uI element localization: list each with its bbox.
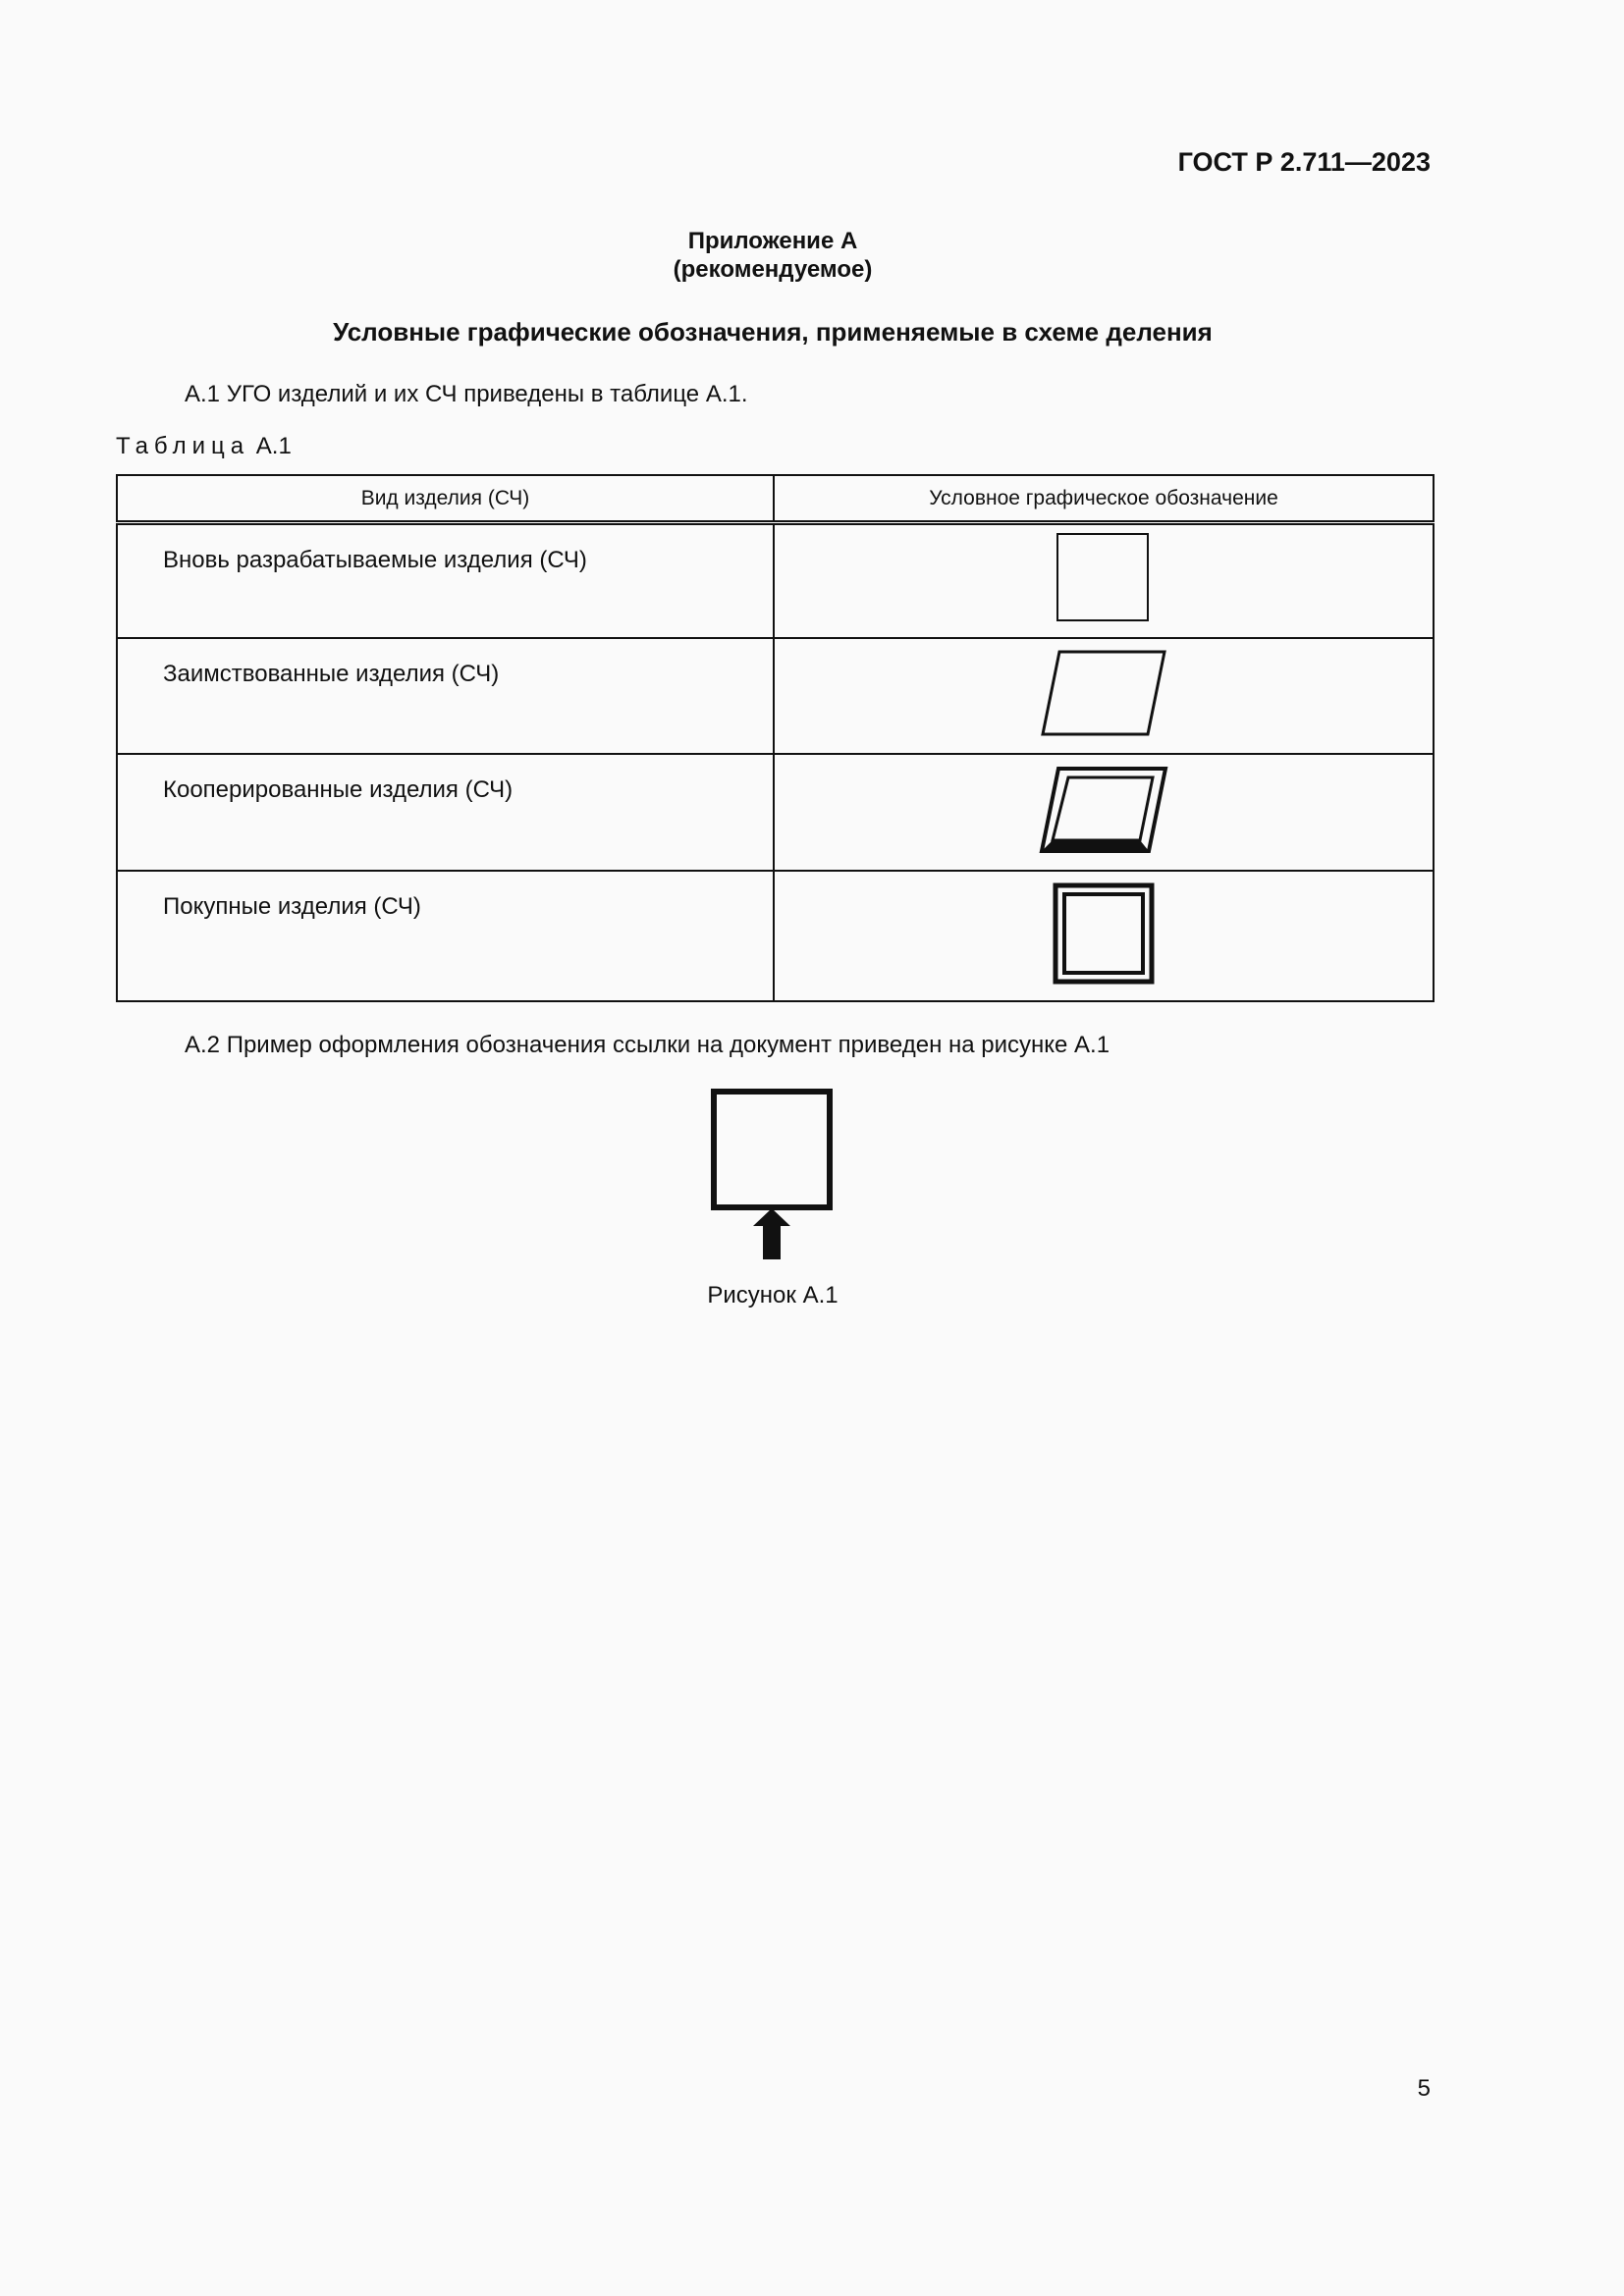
annex-kind: (рекомендуемое)	[673, 256, 873, 283]
document-reference-arrow-icon	[709, 1087, 837, 1263]
section-title: Условные графические обозначения, применяемые в схеме деления	[333, 317, 1213, 347]
table-header-product-type: Вид изделия (СЧ)	[117, 475, 774, 523]
table-header-symbol: Условное графическое обозначение	[774, 475, 1434, 523]
table-caption-number: А.1	[255, 433, 292, 459]
square-symbol-icon	[1055, 531, 1153, 625]
table-cell-symbol	[774, 523, 1434, 638]
figure-caption: Рисунок А.1	[707, 1282, 839, 1308]
table-cell-symbol	[774, 638, 1434, 754]
paragraph-a1: А.1 УГО изделий и их СЧ приведены в таблице А.1.	[185, 381, 748, 407]
symbols-table	[116, 474, 1435, 1002]
table-cell-label: Вновь разрабатываемые изделия (СЧ)	[117, 523, 774, 638]
paragraph-a2: А.2 Пример оформления обозначения ссылки на документ приведен на рисунке А.1	[185, 1032, 1110, 1058]
table-caption	[116, 433, 292, 460]
table-cell-label: Покупные изделия (СЧ)	[117, 871, 774, 1001]
table-row	[117, 754, 1434, 871]
table-row	[117, 523, 1434, 638]
document-code: ГОСТ Р 2.711—2023	[1177, 147, 1431, 177]
table-row	[117, 638, 1434, 754]
double-parallelogram-symbol-icon	[1039, 766, 1168, 854]
table-caption-word: Таблица	[116, 433, 250, 459]
table-header-row	[117, 475, 1434, 523]
table-cell-symbol	[774, 754, 1434, 871]
parallelogram-symbol-icon	[1040, 649, 1167, 737]
table-cell-label: Заимствованные изделия (СЧ)	[117, 638, 774, 754]
double-square-symbol-icon	[1053, 882, 1155, 985]
table-cell-symbol	[774, 871, 1434, 1001]
annex-title: Приложение А	[687, 228, 858, 254]
table-cell-label: Кооперированные изделия (СЧ)	[117, 754, 774, 871]
table-row	[117, 871, 1434, 1001]
page-number: 5	[1417, 2075, 1431, 2102]
